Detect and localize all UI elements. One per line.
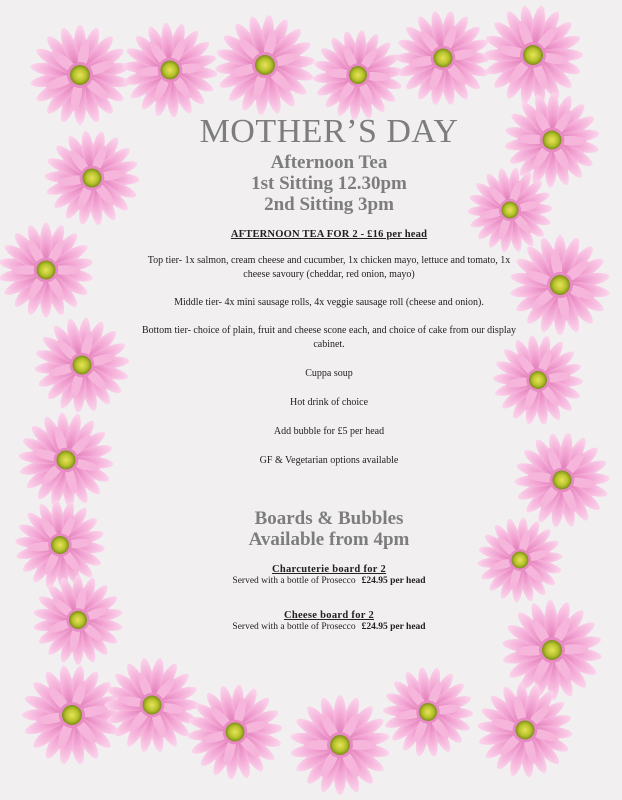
boards-title: Boards & Bubbles	[254, 508, 404, 529]
board-name-cheese: Cheese board for 2	[283, 610, 375, 621]
first-sitting-time: 1st Sitting 12.30pm	[251, 173, 407, 194]
menu-item-bottom-tier: Bottom tier- choice of plain, fruit and cheese scone each, and choice of cake from our display cabinet.	[141, 325, 517, 350]
menu-item-add-bubble: Add bubble for £5 per head	[273, 426, 385, 437]
board-desc-text: Served with a bottle of Prosecco	[232, 576, 356, 586]
board-price: £24.95 per head	[361, 622, 426, 632]
afternoon-tea-offer-heading: AFTERNOON TEA FOR 2 - £16 per head	[230, 229, 428, 240]
menu-item-dietary-options: GF & Vegetarian options available	[259, 455, 399, 466]
board-desc-cheese	[140, 621, 518, 634]
board-price: £24.95 per head	[361, 576, 426, 586]
menu-item-hot-drink: Hot drink of choice	[289, 397, 369, 408]
boards-availability: Available from 4pm	[248, 529, 410, 550]
board-name-charcuterie: Charcuterie board for 2	[271, 564, 387, 575]
board-desc-text: Served with a bottle of Prosecco	[232, 622, 356, 632]
menu-content	[140, 112, 518, 634]
afternoon-tea-heading	[140, 152, 518, 215]
menu-item-cuppa-soup: Cuppa soup	[305, 368, 353, 379]
menu-item-top-tier: Top tier- 1x salmon, cream cheese and cucumber, 1x chicken mayo, lettuce and tomato, 1x cheese savoury (cheddar, red onion, mayo)	[147, 255, 511, 280]
second-sitting-time: 2nd Sitting 3pm	[264, 194, 394, 215]
boards-heading	[140, 508, 518, 550]
board-desc-charcuterie	[140, 575, 518, 588]
page-title: MOTHER’S DAY	[199, 113, 459, 150]
menu-item-middle-tier: Middle tier- 4x mini sausage rolls, 4x veggie sausage roll (cheese and onion).	[174, 297, 484, 308]
afternoon-tea-title: Afternoon Tea	[270, 152, 388, 173]
